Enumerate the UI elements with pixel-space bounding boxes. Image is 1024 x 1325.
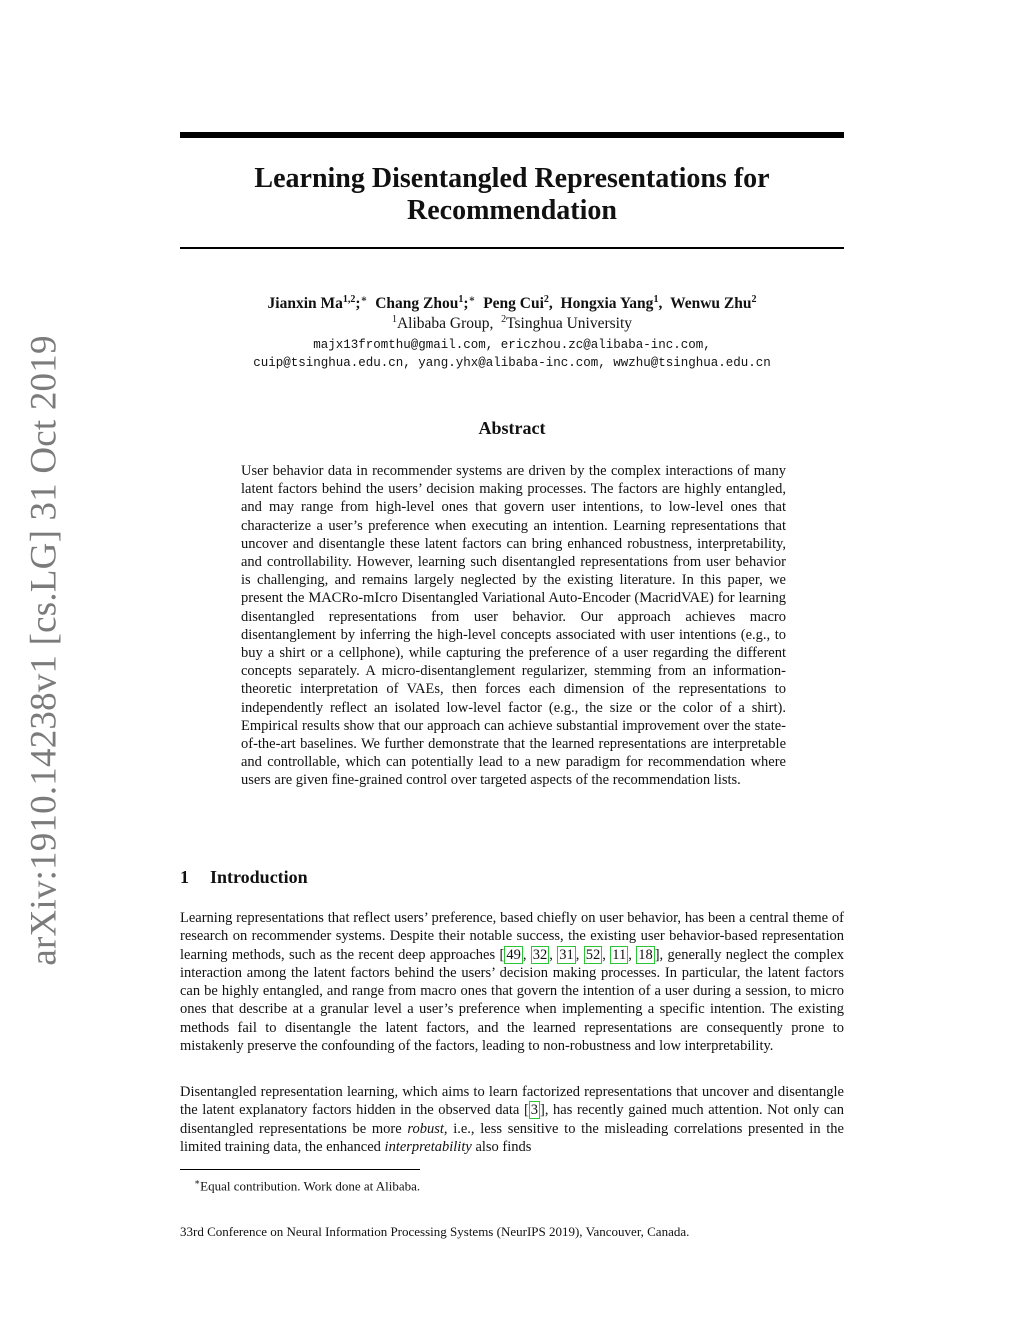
author-emails <box>180 336 844 372</box>
affiliation: Tsinghua University <box>506 315 633 332</box>
citation-link[interactable]: 49 <box>506 946 521 963</box>
author: Jianxin Ma$^{1,2}$;∗ <box>267 293 368 312</box>
author-list <box>180 294 844 314</box>
footnote-rule <box>180 1169 420 1170</box>
author: Peng Cui$^2$, <box>483 293 553 312</box>
abstract-text: User behavior data in recommender systems are driven by the complex interactions of many latent factors behind the users’ decision making processes. The factors are highly entangled, and may range from high-level ones that govern user intentions, to low-level ones that characterize a user’s preference when executing an intention. Learning representations that uncover and disentangle these latent factors can bring enhanced robustness, interpretability, and controllability. However, learning such disentangled representations from user behavior is challenging, and remains largely neglected by the existing literature. In this paper, we present the MACRo-mIcro Disentangled Variational Auto-Encoder (MacridVAE) for learning disentangled representations from user behavior. Our approach achieves macro disentanglement by inferring the high-level concepts associated with user intentions (e.g., to buy a shirt or a cellphone), while capturing the preference of a user regarding the different concepts separately. A micro-disentanglement regularizer, stemming from an information-theoretic interpretation of VAEs, then forces each dimension of the representations to independently reflect an isolated low-level factor (e.g., the size or the color of a shirt). Empirical results show that our approach can achieve substantial improvement over the state-of-the-art baselines. We further demonstrate that the learned representations are interpretable and controllable, which can potentially lead to a new paradigm for recommendation where users are given fine-grained control over targeted aspects of the recommendation lists. <box>241 463 786 789</box>
intro-paragraph-2: Disentangled representation learning, which aims to learn factorized representations that uncover and disentangle the latent explanatory factors hidden in the observed data [ 3 ], has recently gained much attention. Not only can disentangled representations be more robust, i.e., less sensitive to the misleading correlations presented in the limited training data, the enhanced interpretability also finds <box>180 1084 844 1155</box>
citation-link[interactable]: 11 <box>612 946 627 963</box>
author: Hongxia Yang$^1$, <box>560 293 663 312</box>
author: Wenwu Zhu$^2$ <box>670 293 757 312</box>
title-bottom-rule <box>180 247 844 249</box>
title-top-rule <box>180 132 844 138</box>
affiliation-mark: 1 <box>391 313 397 325</box>
affiliation-mark: 2 <box>501 313 507 325</box>
section-number: 1 <box>180 867 189 887</box>
paper-title <box>180 163 844 227</box>
citation-link[interactable]: 32 <box>532 946 548 963</box>
abstract-heading: Abstract <box>478 418 546 438</box>
footnote <box>194 1174 420 1194</box>
citation-link[interactable]: 18 <box>638 946 653 963</box>
email-line: cuip@tsinghua.edu.cn, yang.yhx@alibaba-inc.com, wwzhu@tsinghua.edu.cn <box>253 356 771 370</box>
section-heading <box>180 867 308 888</box>
section-title: Introduction <box>210 867 308 887</box>
arxiv-identifier: arXiv:1910.14238v1 [cs.LG] 31 Oct 2019 <box>23 334 65 966</box>
author: Chang Zhou$^1$;∗ <box>375 293 476 312</box>
footnote-text: Equal contribution. Work done at Alibaba. <box>200 1178 421 1194</box>
citation-link[interactable]: 52 <box>585 946 601 963</box>
affiliations <box>180 314 844 334</box>
email-line: majx13fromthu@gmail.com, ericzhou.zc@alibaba-inc.com, <box>313 338 711 352</box>
arxiv-stamp <box>8 334 80 966</box>
intro-paragraph-1: Learning representations that reflect users’ preference, based chiefly on user behavior, has been a central theme of research on recommender systems. Despite their notable success, the existing user behavior-based representation learning methods, such as the recent deep approaches [ 49 , 32 , 31 , 52 , 11 , 18 ], generally neglect the complex interaction among the latent factors behind the users’ decision making processes. In particular, the latent factors can be highly entangled, and range from macro ones that govern the intention of a user during a session, to micro ones that describe at a granular level a user’s preference when implementing a specific intention. The existing methods fail to disentangle the latent factors, and the learned representations are consequently prone to mistakenly preserve the confounding of the factors, leading to non-robustness and low interpretability. <box>180 910 845 1055</box>
footnote-mark: ∗ <box>194 1177 201 1187</box>
title-line-2: Recommendation <box>407 195 617 226</box>
venue-note: 33rd Conference on Neural Information Processing Systems (NeurIPS 2019), Vancouver, Canada. <box>180 1224 690 1239</box>
citation-link[interactable]: 3 <box>530 1102 539 1119</box>
affiliation: Alibaba Group, <box>396 315 494 332</box>
title-line-1: Learning Disentangled Representations for <box>254 163 770 194</box>
citation-link[interactable]: 31 <box>559 946 574 963</box>
